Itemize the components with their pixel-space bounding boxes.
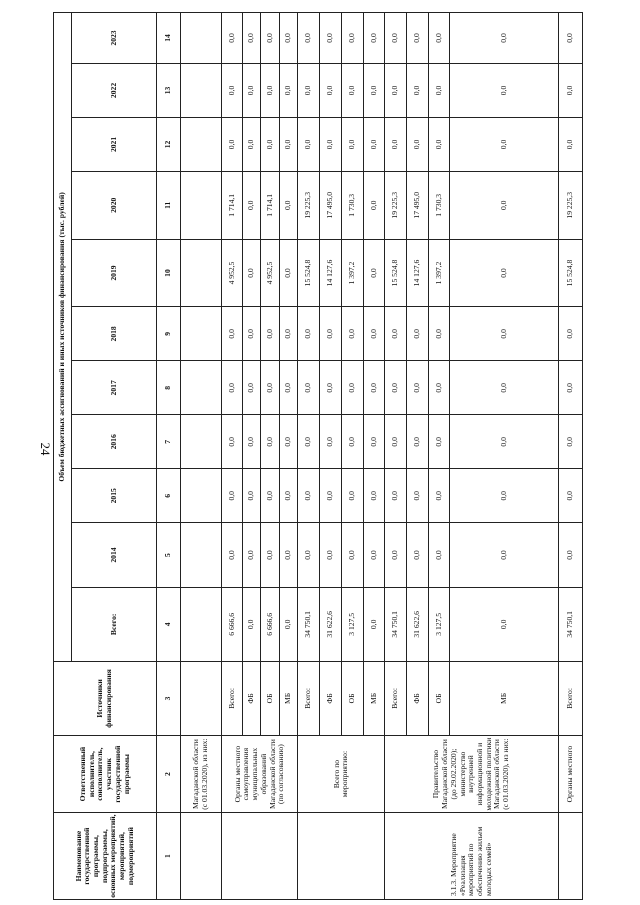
- year-value-cell: 0,0: [341, 469, 363, 523]
- rotated-table-container: [53, 12, 583, 900]
- year-value-cell: 0,0: [320, 469, 342, 523]
- executor-cell: Органы местного самоуправления муниципальных образований Магаданской области (по согласованию): [222, 735, 298, 812]
- header-year: 2018: [72, 307, 157, 361]
- year-value-cell: 0,0: [279, 239, 297, 307]
- year-value-cell: 0,0: [559, 117, 583, 171]
- header-sources: Источники финансирования: [54, 661, 157, 735]
- empty-cell: [181, 63, 222, 117]
- financing-table: [53, 12, 583, 900]
- year-value-cell: 0,0: [320, 361, 342, 415]
- year-value-cell: 15 524,8: [298, 239, 320, 307]
- year-value-cell: 0,0: [261, 307, 279, 361]
- header-year: 2019: [72, 239, 157, 307]
- year-value-cell: 0,0: [242, 239, 260, 307]
- year-value-cell: 0,0: [279, 307, 297, 361]
- header-year: 2015: [72, 469, 157, 523]
- year-value-cell: 0,0: [341, 307, 363, 361]
- year-value-cell: 0,0: [279, 469, 297, 523]
- column-number: 5: [157, 523, 181, 588]
- year-value-cell: 0,0: [450, 117, 559, 171]
- year-value-cell: 0,0: [222, 523, 243, 588]
- year-value-cell: 1 730,3: [428, 171, 450, 239]
- header-year: 2023: [72, 13, 157, 64]
- year-value-cell: 0,0: [261, 523, 279, 588]
- year-value-cell: 0,0: [298, 415, 320, 469]
- year-value-cell: 0,0: [450, 361, 559, 415]
- year-value-cell: 0,0: [298, 523, 320, 588]
- year-value-cell: 0,0: [320, 117, 342, 171]
- year-value-cell: 4 952,5: [261, 239, 279, 307]
- year-value-cell: 4 952,5: [222, 239, 243, 307]
- year-value-cell: 0,0: [363, 239, 385, 307]
- year-value-cell: 0,0: [279, 171, 297, 239]
- empty-cell: [181, 239, 222, 307]
- year-value-cell: 0,0: [261, 117, 279, 171]
- empty-cell: [181, 307, 222, 361]
- source-cell: Всего:: [222, 661, 243, 735]
- table-row: [222, 13, 243, 900]
- year-value-cell: 0,0: [450, 13, 559, 64]
- empty-cell: [181, 587, 222, 661]
- executor-cell: Правительство Магаданской области (до 29.02.2020); министерство внутренней информационной и молодежной политики Магаданской области (с 01.03.2020), из них:: [385, 735, 559, 812]
- year-value-cell: 0,0: [222, 307, 243, 361]
- empty-cell: [181, 813, 222, 900]
- year-value-cell: 0,0: [298, 361, 320, 415]
- year-value-cell: 0,0: [559, 415, 583, 469]
- column-number: 4: [157, 587, 181, 661]
- year-value-cell: 0,0: [341, 63, 363, 117]
- year-value-cell: 1 730,3: [341, 171, 363, 239]
- column-number: 8: [157, 361, 181, 415]
- year-value-cell: 0,0: [428, 415, 450, 469]
- empty-cell: [222, 813, 298, 900]
- year-value-cell: 0,0: [341, 415, 363, 469]
- total-by-measure-label: Всего по мероприятию:: [298, 735, 385, 812]
- year-value-cell: 0,0: [406, 307, 428, 361]
- table-row: [559, 13, 583, 900]
- source-cell: МБ: [450, 661, 559, 735]
- year-value-cell: 0,0: [242, 361, 260, 415]
- year-value-cell: 0,0: [385, 13, 407, 64]
- empty-cell: [181, 661, 222, 735]
- year-value-cell: 0,0: [450, 307, 559, 361]
- column-number: 6: [157, 469, 181, 523]
- year-value-cell: 0,0: [428, 469, 450, 523]
- year-value-cell: 0,0: [261, 415, 279, 469]
- year-value-cell: 1 397,2: [341, 239, 363, 307]
- total-value-cell: 6 666,6: [222, 587, 243, 661]
- year-value-cell: 0,0: [385, 469, 407, 523]
- measure-name-cell: 3.1.3. Мероприятие «Реализация мероприятий по обеспечению жильем молодых семей»: [385, 813, 559, 900]
- column-number: 12: [157, 117, 181, 171]
- year-value-cell: 0,0: [406, 117, 428, 171]
- total-value-cell: 3 127,5: [341, 587, 363, 661]
- source-cell: ОБ: [428, 661, 450, 735]
- year-value-cell: 0,0: [428, 117, 450, 171]
- empty-cell: [181, 469, 222, 523]
- year-value-cell: 0,0: [559, 307, 583, 361]
- year-value-cell: 19 225,3: [559, 171, 583, 239]
- table-row: [298, 13, 320, 900]
- year-value-cell: 0,0: [341, 13, 363, 64]
- year-value-cell: 0,0: [341, 361, 363, 415]
- year-value-cell: 0,0: [298, 63, 320, 117]
- year-value-cell: 0,0: [385, 361, 407, 415]
- year-value-cell: 0,0: [450, 63, 559, 117]
- year-value-cell: 0,0: [428, 361, 450, 415]
- year-value-cell: 17 495,0: [320, 171, 342, 239]
- year-value-cell: 0,0: [406, 361, 428, 415]
- year-value-cell: 0,0: [279, 523, 297, 588]
- continuation-row: [181, 13, 222, 900]
- year-value-cell: 0,0: [559, 523, 583, 588]
- column-number: 11: [157, 171, 181, 239]
- executor-continuation: Магаданской области (с 01.03.2020), из них:: [181, 735, 222, 812]
- empty-cell: [181, 117, 222, 171]
- header-total: Всего:: [72, 587, 157, 661]
- year-value-cell: 0,0: [261, 63, 279, 117]
- year-value-cell: 1 714,1: [261, 171, 279, 239]
- year-value-cell: 0,0: [428, 13, 450, 64]
- source-cell: МБ: [363, 661, 385, 735]
- year-value-cell: 0,0: [279, 361, 297, 415]
- year-value-cell: 0,0: [320, 307, 342, 361]
- empty-cell: [181, 361, 222, 415]
- total-value-cell: 0,0: [363, 587, 385, 661]
- header-year: 2020: [72, 171, 157, 239]
- source-cell: ОБ: [341, 661, 363, 735]
- header-year: 2016: [72, 415, 157, 469]
- year-value-cell: 0,0: [341, 117, 363, 171]
- total-value-cell: 34 750,1: [559, 587, 583, 661]
- year-value-cell: 0,0: [406, 523, 428, 588]
- total-value-cell: 3 127,5: [428, 587, 450, 661]
- empty-cell: [298, 813, 385, 900]
- year-value-cell: 0,0: [363, 415, 385, 469]
- year-value-cell: 0,0: [450, 171, 559, 239]
- year-value-cell: 0,0: [385, 63, 407, 117]
- header-program-name: Наименование государственной программы, подпрограммы, основных мероприятий, мероприятий, подмероприятий: [54, 813, 157, 900]
- source-cell: Всего:: [559, 661, 583, 735]
- column-number: 9: [157, 307, 181, 361]
- year-value-cell: 0,0: [320, 523, 342, 588]
- year-value-cell: 0,0: [242, 523, 260, 588]
- year-value-cell: 14 127,6: [320, 239, 342, 307]
- year-value-cell: 0,0: [363, 523, 385, 588]
- year-value-cell: 0,0: [298, 117, 320, 171]
- year-value-cell: 0,0: [242, 469, 260, 523]
- column-number: 14: [157, 13, 181, 64]
- source-cell: Всего:: [298, 661, 320, 735]
- column-number: 13: [157, 63, 181, 117]
- source-cell: МБ: [279, 661, 297, 735]
- year-value-cell: 0,0: [341, 523, 363, 588]
- source-cell: ФБ: [242, 661, 260, 735]
- year-value-cell: 0,0: [298, 469, 320, 523]
- year-value-cell: 0,0: [298, 13, 320, 64]
- source-cell: ОБ: [261, 661, 279, 735]
- year-value-cell: 0,0: [406, 13, 428, 64]
- year-value-cell: 0,0: [428, 307, 450, 361]
- header-year: 2017: [72, 361, 157, 415]
- year-value-cell: 0,0: [298, 307, 320, 361]
- year-value-cell: 0,0: [363, 117, 385, 171]
- year-value-cell: 0,0: [559, 361, 583, 415]
- year-value-cell: 0,0: [406, 415, 428, 469]
- year-value-cell: 0,0: [242, 307, 260, 361]
- year-value-cell: 0,0: [222, 415, 243, 469]
- year-value-cell: 0,0: [242, 117, 260, 171]
- empty-cell: [181, 415, 222, 469]
- year-value-cell: 0,0: [222, 361, 243, 415]
- year-value-cell: 0,0: [222, 13, 243, 64]
- year-value-cell: 17 495,0: [406, 171, 428, 239]
- year-value-cell: 0,0: [363, 63, 385, 117]
- year-value-cell: 0,0: [320, 13, 342, 64]
- year-value-cell: 0,0: [261, 361, 279, 415]
- year-value-cell: 0,0: [363, 13, 385, 64]
- source-cell: Всего:: [385, 661, 407, 735]
- year-value-cell: 0,0: [363, 469, 385, 523]
- year-value-cell: 14 127,6: [406, 239, 428, 307]
- year-value-cell: 0,0: [279, 117, 297, 171]
- year-value-cell: 0,0: [559, 469, 583, 523]
- year-value-cell: 0,0: [559, 13, 583, 64]
- year-value-cell: 0,0: [428, 523, 450, 588]
- year-value-cell: 19 225,3: [385, 171, 407, 239]
- year-value-cell: 0,0: [363, 171, 385, 239]
- year-value-cell: 0,0: [450, 415, 559, 469]
- year-value-cell: 0,0: [559, 63, 583, 117]
- header-executor: Ответственный исполнитель, соисполнитель, участник государственной программы: [54, 735, 157, 812]
- year-value-cell: 0,0: [242, 171, 260, 239]
- year-value-cell: 1 397,2: [428, 239, 450, 307]
- year-value-cell: 0,0: [385, 415, 407, 469]
- year-value-cell: 15 524,8: [385, 239, 407, 307]
- year-value-cell: 0,0: [320, 415, 342, 469]
- year-value-cell: 0,0: [406, 469, 428, 523]
- empty-cell: [559, 813, 583, 900]
- year-value-cell: 0,0: [279, 13, 297, 64]
- year-value-cell: 0,0: [385, 307, 407, 361]
- year-value-cell: 0,0: [450, 523, 559, 588]
- year-value-cell: 0,0: [320, 63, 342, 117]
- year-value-cell: 0,0: [385, 117, 407, 171]
- table-row: [385, 13, 407, 900]
- column-number: 1: [157, 813, 181, 900]
- total-value-cell: 31 622,6: [406, 587, 428, 661]
- year-value-cell: 0,0: [222, 117, 243, 171]
- column-number: 3: [157, 661, 181, 735]
- year-value-cell: 0,0: [363, 361, 385, 415]
- year-value-cell: 0,0: [242, 13, 260, 64]
- year-value-cell: 0,0: [242, 415, 260, 469]
- header-year: 2021: [72, 117, 157, 171]
- total-value-cell: 6 666,6: [261, 587, 279, 661]
- year-value-cell: 0,0: [428, 63, 450, 117]
- year-value-cell: 19 225,3: [298, 171, 320, 239]
- total-value-cell: 0,0: [242, 587, 260, 661]
- header-year: 2014: [72, 523, 157, 588]
- year-value-cell: 0,0: [406, 63, 428, 117]
- column-number: 2: [157, 735, 181, 812]
- source-cell: ФБ: [320, 661, 342, 735]
- page-number: 24: [38, 442, 53, 456]
- year-value-cell: 0,0: [242, 63, 260, 117]
- year-value-cell: 0,0: [279, 63, 297, 117]
- year-value-cell: 15 524,8: [559, 239, 583, 307]
- empty-cell: [181, 171, 222, 239]
- column-number: 10: [157, 239, 181, 307]
- total-value-cell: 0,0: [450, 587, 559, 661]
- empty-cell: [181, 13, 222, 64]
- column-number-row: [157, 13, 181, 900]
- year-value-cell: 0,0: [279, 415, 297, 469]
- year-value-cell: 0,0: [450, 469, 559, 523]
- header-year: 2022: [72, 63, 157, 117]
- year-value-cell: 0,0: [450, 239, 559, 307]
- header-row-1: [54, 13, 72, 900]
- executor-cell: Органы местного: [559, 735, 583, 812]
- year-value-cell: 1 714,1: [222, 171, 243, 239]
- year-value-cell: 0,0: [222, 63, 243, 117]
- year-value-cell: 0,0: [261, 469, 279, 523]
- header-volume-group: Объем бюджетных ассигнований и иных источников финансирования (тыс. рублей): [54, 13, 72, 662]
- total-value-cell: 34 750,1: [385, 587, 407, 661]
- total-value-cell: 0,0: [279, 587, 297, 661]
- empty-cell: [181, 523, 222, 588]
- year-value-cell: 0,0: [363, 307, 385, 361]
- column-number: 7: [157, 415, 181, 469]
- total-value-cell: 31 622,6: [320, 587, 342, 661]
- year-value-cell: 0,0: [261, 13, 279, 64]
- source-cell: ФБ: [406, 661, 428, 735]
- year-value-cell: 0,0: [222, 469, 243, 523]
- total-value-cell: 34 750,1: [298, 587, 320, 661]
- year-value-cell: 0,0: [385, 523, 407, 588]
